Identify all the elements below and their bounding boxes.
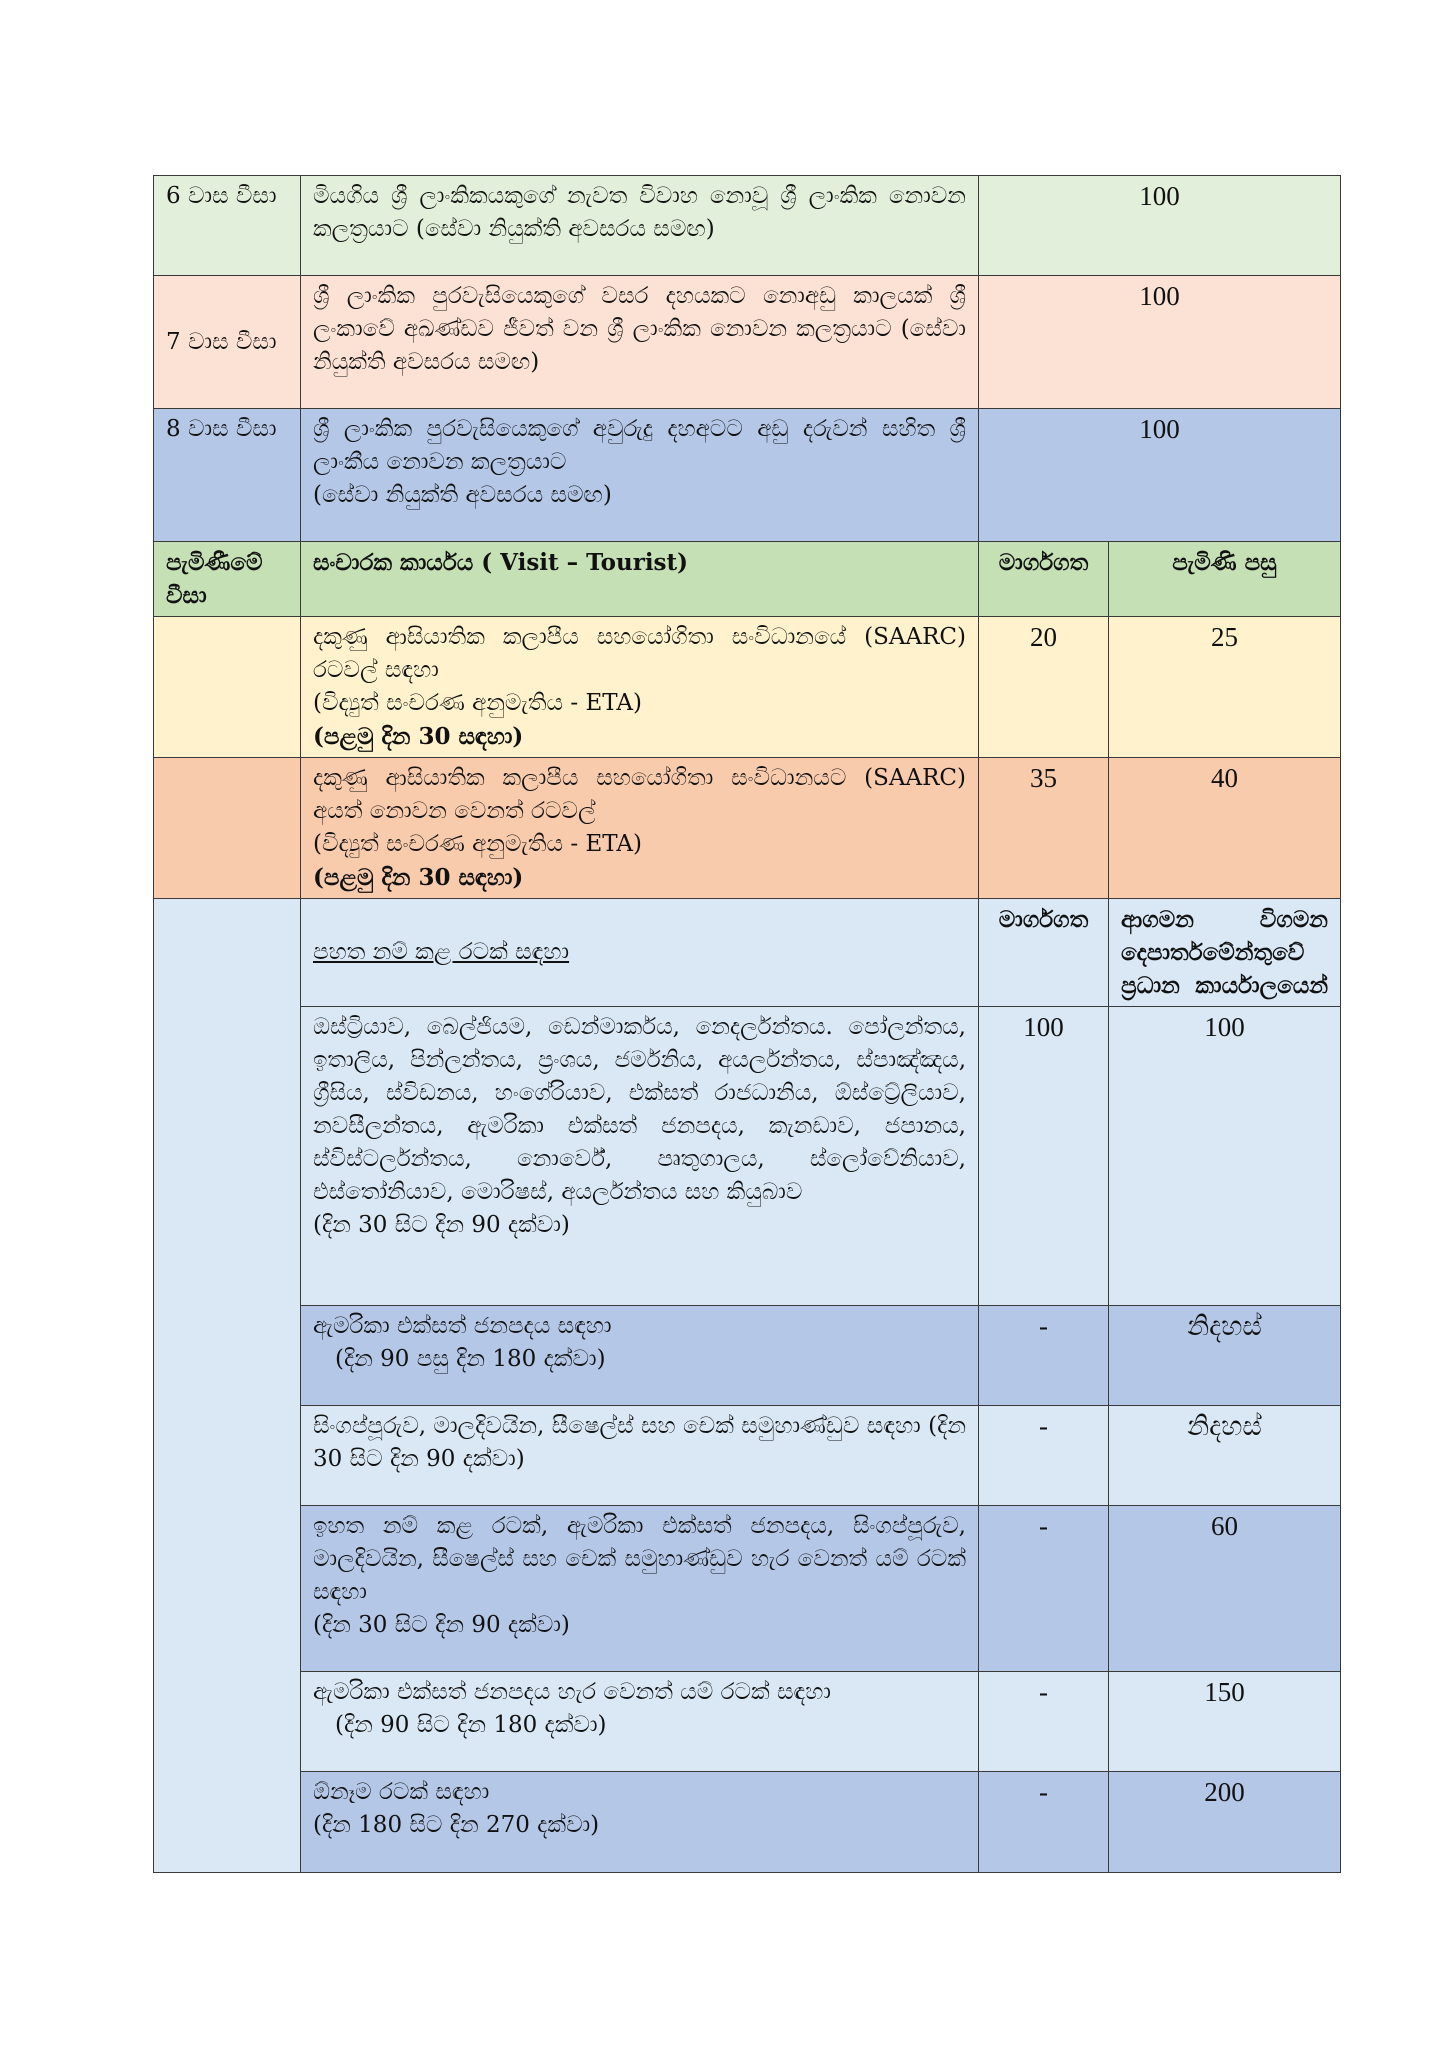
table-row xyxy=(154,176,1341,276)
description-line: ඇමරිකා එක්සත් ජනපදය හැර වෙනත් යම් රටක් සඳහා xyxy=(313,1679,831,1705)
row-description: සිංගප්පූරුව, මාලදිවයින, සීෂෙල්ස් සහ චෙක් සමුහාණ්ඩුව සඳහා (දින 30 සිට දින 90 දක්වා) xyxy=(301,1406,979,1506)
row-label: 6 වාස වීසා xyxy=(154,176,301,276)
description-line: දකුණු ආසියාතික කලාපීය සහයෝගිතා සංවිධානයට (SAARC) අයත් නොවන වෙනත් රටවල් xyxy=(313,765,966,824)
table-row xyxy=(154,899,1341,1007)
header-tourist-purpose xyxy=(301,542,979,617)
row-description xyxy=(301,617,979,758)
row-description xyxy=(301,758,979,899)
online-fee: 100 xyxy=(979,1007,1109,1306)
description-line: ඉහත නම් කළ රටක්, ඇමරිකා එක්සත් ජනපදය, සිංගප්පූරුව, මාලදිවයින, සීෂෙල්ස් සහ චෙක් සමුහාණ්ඩුව හැර වෙනත් යම් රටක් සඳහා xyxy=(313,1513,966,1605)
description-line: ශ්‍රී ලාංකික පුරවැසියෙකුගේ අවුරුදු දහඅටට අඩු දරුවන් සහිත ශ්‍රී ලාංකීය නොවන කලත්‍රයාට xyxy=(313,416,966,475)
header-arrival-visa: පැමිණීමේ වීසා xyxy=(154,542,301,617)
office-fee: නිදහස් xyxy=(1109,1406,1341,1506)
table-row xyxy=(154,1672,1341,1772)
days-line: (දින 30 සිට දින 90 දක්වා) xyxy=(313,1612,570,1638)
subheader-head-office: ආගමන විගමන දෙපාර්තමේන්තුවේ ප්‍රධාන කාර්යාලයෙන් xyxy=(1109,899,1341,1007)
office-fee: 150 xyxy=(1109,1672,1341,1772)
header-online: මාර්ගගත xyxy=(979,542,1109,617)
table-row xyxy=(154,1506,1341,1672)
section-header-row xyxy=(154,542,1341,617)
table-row xyxy=(154,1007,1341,1306)
days-line: (දින 90 සිට දින 180 දක්වා) xyxy=(335,1712,607,1738)
empty-cell xyxy=(154,758,301,899)
named-countries-title: පහත නම් කළ රටක් සඳහා xyxy=(313,939,570,965)
row-description xyxy=(301,1007,979,1306)
office-fee: නිදහස් xyxy=(1109,1306,1341,1406)
online-fee: - xyxy=(979,1406,1109,1506)
online-fee: - xyxy=(979,1306,1109,1406)
arrival-fee: 25 xyxy=(1109,617,1341,758)
country-list: ඔස්ට්‍රියාව, බෙල්ජියම, ඩෙන්මාර්කය, නෙදර්ලන්තය. පෝලන්තය, ඉතාලිය, පින්ලන්තය, ප්‍රංශය, ජර්මනිය, අයර්ලන්තය, ස්පාඤ්ඤය, ග්‍රීසිය, ස්විඩනය, හංගේරියාව, එක්සත් රාජධානිය, ඕස්ට්‍රේලියාව, නවසීලන්තය, ඇමරිකා එක්සත් ජනපදය, කැනඩාව, ජපානය, ස්විස්ටර්ලන්තය, නොර්වේ, පෘතුගාලය, ස්ලෝවේනියාව, එස්තෝනියාව, මොරිෂස්, අයර්ලන්තය සහ කියුබාව xyxy=(313,1014,966,1205)
empty-cell xyxy=(154,899,301,1873)
fee-value: 100 xyxy=(979,276,1341,409)
visa-fee-table xyxy=(153,175,1341,1873)
online-fee: - xyxy=(979,1772,1109,1873)
eta-line: (විද්‍යුත් සංචරණ අනුමැතිය - ETA) xyxy=(313,690,642,716)
named-countries-title-cell xyxy=(301,899,979,1007)
days-line: (දින 90 පසු දින 180 දක්වා) xyxy=(335,1346,606,1372)
table-row xyxy=(154,276,1341,409)
description-line: (සේවා නියුක්ති අවසරය සමඟ) xyxy=(313,482,612,508)
empty-cell xyxy=(154,617,301,758)
row-description xyxy=(301,409,979,542)
office-fee: 100 xyxy=(1109,1007,1341,1306)
online-fee: 20 xyxy=(979,617,1109,758)
table-row xyxy=(154,1772,1341,1873)
row-label: 8 වාස වීසා xyxy=(154,409,301,542)
table-row xyxy=(154,758,1341,899)
row-description xyxy=(301,1306,979,1406)
table-row xyxy=(154,617,1341,758)
row-label: 7 වාස වීසා xyxy=(154,276,301,409)
description-line: දකුණු ආසියාතික කලාපීය සහයෝගිතා සංවිධානයේ (SAARC) රටවල් සඳහා xyxy=(313,624,966,683)
arrival-fee: 40 xyxy=(1109,758,1341,899)
description-line: ඕනෑම රටක් සඳහා xyxy=(313,1779,490,1805)
row-description: මියගිය ශ්‍රී ලාංකිකයකුගේ නැවත විවාහ නොවූ ශ්‍රී ලාංකික නොවන කලත්‍රයාට (සේවා නියුක්ති අවසරය සමඟ) xyxy=(301,176,979,276)
fee-value: 100 xyxy=(979,176,1341,276)
header-on-arrival: පැමිණි පසු xyxy=(1109,542,1341,617)
row-description xyxy=(301,1672,979,1772)
office-fee: 60 xyxy=(1109,1506,1341,1672)
table-row xyxy=(154,1406,1341,1506)
fee-value: 100 xyxy=(979,409,1341,542)
days-line: (පළමු දින 30 සඳහා) xyxy=(313,723,524,750)
header-tourist-label: සංචාරක කාර්යය ( Visit – Tourist) xyxy=(313,549,689,576)
row-description: ශ්‍රී ලාංකික පුරවැසියෙකුගේ වසර දහයකට නොඅඩු කාලයක් ශ්‍රී ලංකාවේ අඛණ්ඩව ජීවත් වන ශ්‍රී ලාංකික නොවන කලත්‍රයාට (සේවා නියුක්ති අවසරය සමඟ) xyxy=(301,276,979,409)
subheader-online: මාර්ගගත xyxy=(979,899,1109,1007)
row-description xyxy=(301,1772,979,1873)
table-row xyxy=(154,409,1341,542)
row-description xyxy=(301,1506,979,1672)
description-line: ඇමරිකා එක්සත් ජනපදය සඳහා xyxy=(313,1313,612,1339)
online-fee: 35 xyxy=(979,758,1109,899)
days-line: (පළමු දින 30 සඳහා) xyxy=(313,864,524,891)
office-fee: 200 xyxy=(1109,1772,1341,1873)
online-fee: - xyxy=(979,1672,1109,1772)
online-fee: - xyxy=(979,1506,1109,1672)
days-line: (දින 180 සිට දින 270 දක්වා) xyxy=(313,1812,600,1838)
days-line: (දින 30 සිට දින 90 දක්වා) xyxy=(313,1212,570,1238)
eta-line: (විද්‍යුත් සංචරණ අනුමැතිය - ETA) xyxy=(313,831,642,857)
table-row xyxy=(154,1306,1341,1406)
